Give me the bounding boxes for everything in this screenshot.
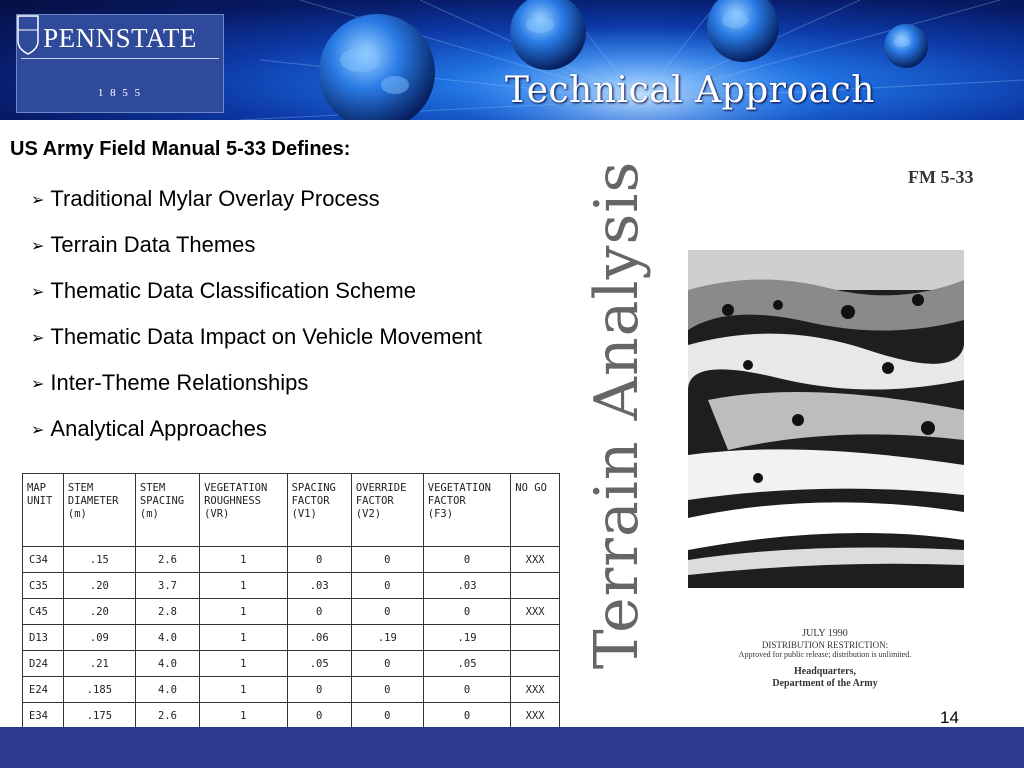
cover-department: Department of the Army xyxy=(772,678,878,689)
bullet-text: Traditional Mylar Overlay Process xyxy=(50,186,380,211)
table-cell: 1 xyxy=(200,703,288,729)
table-cell: .175 xyxy=(63,703,135,729)
bullet-text: Analytical Approaches xyxy=(50,416,267,441)
table-cell: 1 xyxy=(200,651,288,677)
arrow-bullet-icon: ➢ xyxy=(31,422,45,439)
table-cell: 1 xyxy=(200,625,288,651)
table-cell: D13 xyxy=(23,625,64,651)
arrow-bullet-icon: ➢ xyxy=(31,376,45,393)
table-cell: XXX xyxy=(511,547,560,573)
cover-approval: Approved for public release; distribution is unlimited. xyxy=(738,650,912,659)
table-cell: .06 xyxy=(287,625,351,651)
table-cell: 4.0 xyxy=(135,651,199,677)
bullet-item xyxy=(31,278,482,324)
table-cell: D24 xyxy=(23,651,64,677)
table-cell: .03 xyxy=(287,573,351,599)
header-stem-spacing: STEM SPACING (m) xyxy=(135,474,199,547)
table-cell: .19 xyxy=(423,625,511,651)
bullet-item xyxy=(31,186,482,232)
table-cell: .15 xyxy=(63,547,135,573)
table-cell: 2.6 xyxy=(135,703,199,729)
table-cell: 0 xyxy=(423,703,511,729)
table-row xyxy=(23,547,560,573)
arrow-bullet-icon: ➢ xyxy=(31,238,45,255)
table-cell: E24 xyxy=(23,677,64,703)
cover-date: JULY 1990 xyxy=(802,628,848,639)
table-cell: 1 xyxy=(200,599,288,625)
bullet-list xyxy=(31,186,482,462)
table-cell: XXX xyxy=(511,677,560,703)
bullet-text: Inter-Theme Relationships xyxy=(50,370,309,395)
terrain-photo xyxy=(688,250,964,588)
table-cell: 2.8 xyxy=(135,599,199,625)
table-cell: 1 xyxy=(200,677,288,703)
table-cell: 0 xyxy=(351,573,423,599)
table-cell: 0 xyxy=(287,599,351,625)
arrow-bullet-icon: ➢ xyxy=(31,330,45,347)
table-cell: 1 xyxy=(200,547,288,573)
globe-large xyxy=(319,14,435,120)
footer-bar xyxy=(0,727,1024,768)
table-cell: 2.6 xyxy=(135,547,199,573)
logo-divider xyxy=(21,58,219,59)
pennstate-logo xyxy=(16,14,224,113)
table-cell: 1 xyxy=(200,573,288,599)
bullet-item xyxy=(31,416,482,462)
shield-icon xyxy=(17,15,39,55)
table-row xyxy=(23,677,560,703)
cover-headquarters: Headquarters, xyxy=(794,666,856,677)
header-map-unit: MAP UNIT xyxy=(23,474,64,547)
table-cell: .05 xyxy=(423,651,511,677)
table-cell: 0 xyxy=(351,703,423,729)
slide-title: Technical Approach xyxy=(505,70,875,111)
header-stem-diameter: STEM DIAMETER (m) xyxy=(63,474,135,547)
header-no-go: NO GO xyxy=(511,474,560,547)
table-row xyxy=(23,651,560,677)
cover-distribution: DISTRIBUTION RESTRICTION: xyxy=(761,640,889,650)
cover-title: Terrain Analysis xyxy=(582,160,652,670)
bullet-item xyxy=(31,370,482,416)
page-number: 14 xyxy=(940,708,959,727)
table-cell: 0 xyxy=(287,547,351,573)
table-cell: 0 xyxy=(423,599,511,625)
bullet-text: Thematic Data Impact on Vehicle Movement xyxy=(50,324,483,349)
table-cell: .20 xyxy=(63,573,135,599)
logo-year: 1 8 5 5 xyxy=(97,87,143,99)
table-row xyxy=(23,573,560,599)
arrow-bullet-icon: ➢ xyxy=(31,284,45,301)
bullet-item xyxy=(31,232,482,278)
table-row xyxy=(23,599,560,625)
header-vegetation-factor: VEGETATION FACTOR (F3) xyxy=(423,474,511,547)
bullet-item xyxy=(31,324,482,370)
table-cell: 0 xyxy=(423,677,511,703)
terrain-photo-graphic xyxy=(688,250,964,588)
fm-number: FM 5-33 xyxy=(908,167,974,187)
table-cell: 0 xyxy=(423,547,511,573)
table-cell: 0 xyxy=(351,651,423,677)
table-cell: XXX xyxy=(511,599,560,625)
table-cell: C34 xyxy=(23,547,64,573)
table-cell: 0 xyxy=(287,703,351,729)
header-banner xyxy=(0,0,1024,120)
table-cell: C45 xyxy=(23,599,64,625)
section-heading: US Army Field Manual 5-33 Defines: xyxy=(10,138,351,160)
table-cell: 4.0 xyxy=(135,625,199,651)
table-cell: 4.0 xyxy=(135,677,199,703)
bullet-text: Terrain Data Themes xyxy=(50,232,256,257)
table-cell: .03 xyxy=(423,573,511,599)
table-cell: .19 xyxy=(351,625,423,651)
table-row xyxy=(23,703,560,729)
table-cell: 3.7 xyxy=(135,573,199,599)
table-cell: .09 xyxy=(63,625,135,651)
header-vegetation-roughness: VEGETATION ROUGHNESS (VR) xyxy=(200,474,288,547)
arrow-bullet-icon: ➢ xyxy=(31,192,45,209)
table-cell xyxy=(511,651,560,677)
header-spacing-factor: SPACING FACTOR (V1) xyxy=(287,474,351,547)
table-cell: .20 xyxy=(63,599,135,625)
table-cell xyxy=(511,573,560,599)
table-cell: 0 xyxy=(351,677,423,703)
table-cell: XXX xyxy=(511,703,560,729)
table-cell: .21 xyxy=(63,651,135,677)
bullet-text: Thematic Data Classification Scheme xyxy=(50,278,416,303)
vegetation-table xyxy=(22,473,560,729)
table-header-row xyxy=(23,474,560,547)
table-cell: 0 xyxy=(287,677,351,703)
table-cell: .05 xyxy=(287,651,351,677)
table-cell: 0 xyxy=(351,599,423,625)
table-row xyxy=(23,625,560,651)
table-cell: .185 xyxy=(63,677,135,703)
table-cell xyxy=(511,625,560,651)
logo-wordmark: PENNSTATE xyxy=(43,23,197,53)
table-cell: C35 xyxy=(23,573,64,599)
table-cell: E34 xyxy=(23,703,64,729)
table-cell: 0 xyxy=(351,547,423,573)
header-override-factor: OVERRIDE FACTOR (V2) xyxy=(351,474,423,547)
